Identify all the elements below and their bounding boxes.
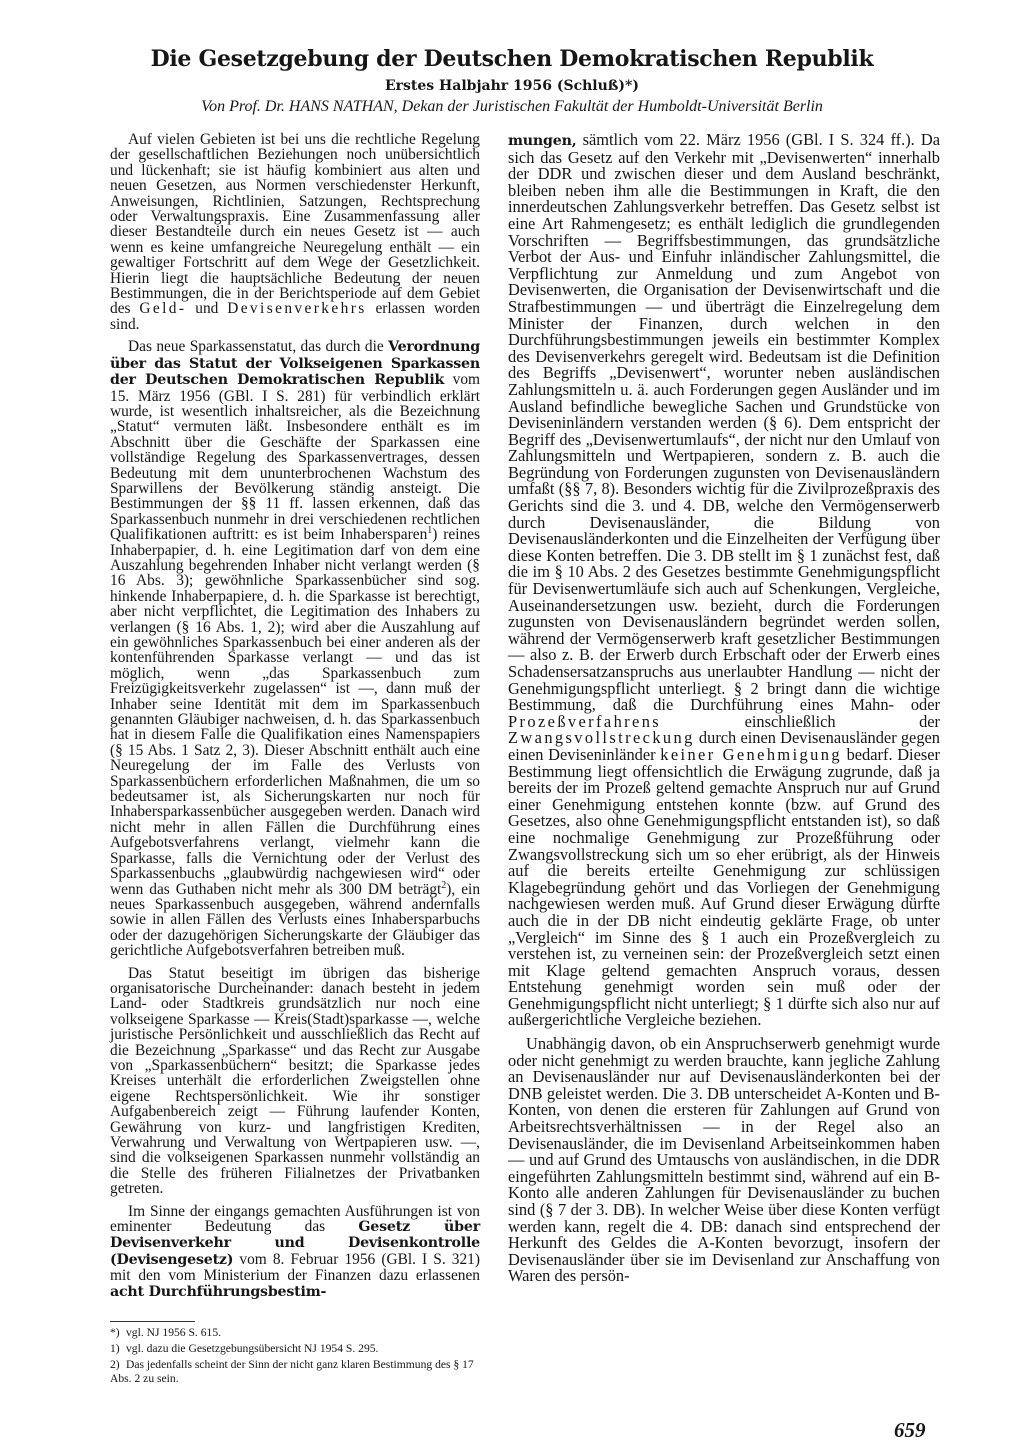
paragraph-text: sämtlich vom 22. März 1956 (GBl. I S. 324 ff.). Da sich das Gesetz auf den Verkehr mit „Devisenwerten“ innerhalb der DDR und zwischen dieser und dem Ausland beschränkt, bleiben neben ihm alle die Bestimmungen in Kraft, die den innerdeutschen Zahlungsverkehr betreffen. Das Gesetz selbst ist eine Art Rahmengesetz; es enthält lediglich die grundlegenden Vorschriften — Begriffsbestimmungen, das grundsätzliche Verbot der Aus- und Einfuhr inländischer Zahlungsmittel, die Verpflichtung zur Anmeldung und zum Angebot von Devisenwerten, die Organisation der Devisenwirtschaft und die Strafbestimmungen — und überträgt die Einzelregelung dem Minister der Finanzen, durch welchen in den Durchführungsbestimmungen jeweils ein bestimmter Komplex des Devisenverkehrs geregelt wird. Bedeutsam ist die Definition des Begriffs „Devisenwert“, worunter neben ausländischen Zahlungsmitteln u. ä. auch Forderungen gegen Ausländer und im Ausland befindliche bewegliche Sachen und Grundstücke von Deviseninländern verstanden werden (§ 6). Dem entspricht der Begriff des „Devisenwertumlaufs“, der nicht nur den Umlauf von Zahlungsmitteln und Wertpapieren, sondern z. B. auch die Begründung von Forderungen zugunsten von Devisenausländern umfaßt (§§ 7, 8). Besonders wichtig für die Zivilprozeßpraxis des Gerichts sind die 3. und 4. DB, welche den Vermögenserwerb durch Devisenausländer, die Bildung von Devisenausländerkonten und die Einzelheiten der Verfügung über diese Konten betreffen. Die 3. DB stellt im § 1 zunächst fest, daß die im § 10 Abs. 2 des Gesetzes bestimmte Genehmigungspflicht für Devisenwertumläufe sich auch auf Schenkungen, Vergleiche, Auseinandersetzungen usw. bezieht, durch die Forderungen zugunsten von Devisenausländern begründet werden sollen, während der Vermögenserwerb kraft gesetzlicher Bestimmungen — also z. B. der Erwerb durch Erbschaft oder der Erwerb eines Schadensersatzanspruchs aus unerlaubter Handlung — nicht der Genehmigungspflicht unterliegt. § 2 bringt dann die wichtige Bestimmung, daß die Durchführung eines Mahn- oder [508, 130, 940, 715]
footnote-text: vgl. NJ 1956 S. 615. [126, 1326, 222, 1339]
law-title: Verordnung über das Statut der Volkseigenen Sparkassen der Deutschen Demokratischen Republik [110, 339, 480, 389]
law-title: mungen, [508, 133, 577, 149]
page-number: 659 [894, 1418, 926, 1442]
right-column-body [508, 132, 940, 1285]
paragraph-text: und [186, 300, 228, 318]
page-title: Die Gesetzgebung der Deutschen Demokratischen Republik [150, 46, 874, 72]
paragraph-text: bedarf. Dieser Bestimmung liegt offensichtlich die Erwägung zugrunde, daß ja bereits der im Prozeß geltend gemachte Anspruch nur auf Grund einer Genehmigung entstehen konnte (bzw. auf Grund des Gesetzes, also ohne Genehmigungspflicht entstanden ist), so daß eine nochmalige Genehmigung zur Prozeßführung oder Zwangsvollstreckung sich um so eher erübrigt, als der Hinweis auf die bereits erteilte Genehmigung zur schlüssigen Klagebegründung gehört und das Vorliegen der Genehmigung nachgewiesen werden muß. Auf Grund dieser Erwägung dürfte auch die in der DB nicht eindeutig geklärte Frage, ob unter „Vergleich“ im Sinne des § 1 auch ein Prozeßvergleich zu verstehen ist, zu verneinen sein: der Prozeßvergleich setzt einen mit Klage geltend gemachten Anspruch voraus, dessen Entstehung genehmigt worden sein muß oder der Genehmigungspflicht nicht unterliegt; § 1 dürfte sich also nur auf außergerichtliche Vergleiche beziehen. [508, 744, 940, 1030]
footnote-text: Das jedenfalls scheint der Sinn der nicht ganz klaren Bestimmung des § 17 Abs. 2 zu sein. [110, 1358, 474, 1385]
left-column [110, 132, 480, 1317]
paragraph: Unabhängig davon, ob ein Anspruchserwerb genehmigt wurde oder nicht genehmigt zu werden brauchte, kann jegliche Zahlung an Devisenausländer nur auf Devisenausländerkonten bei der DNB geleistet werden. Die 3. DB unterscheidet A-Konten und B-Konten, von denen die ersteren für Zahlungen auf Grund von Arbeitsrechtsverhältnissen — in der Regel also an Devisenausländer, die im Devisenland Arbeitseinkommen haben — und auf Grund des Umtauschs von ausländischen, in die DDR eingeführten Zahlungsmitteln bestimmt sind, während auf ein B-Konto alle anderen Zahlungen für Devisenausländer zu buchen sind (§ 7 der 3. DB). In welcher Weise über diese Konten verfügt werden kann, regelt die 4. DB: danach sind entsprechend der Herkunft des Geldes die A-Konten bevorzugt, insofern der Devisenausländer über sie im Devisenland zur Anschaffung von Waren des persön- [508, 1034, 940, 1286]
paragraph-text: vom 15. März 1956 (GBl. I S. 281) für verbindlich erklärt wurde, ist wesentlich inhaltsreicher, als die Bezeichnung „Statut“ vermuten läßt. Insbesondere enthält es im Abschnitt über die Geschäfte der Sparkassen eine vollständige Regelung des Sparkassenvertrages, dessen Bedeutung mit dem ununterbrochenen Wachstum des Sparwillens der Bevölkerung ständig ansteigt. Die Bestimmungen der §§ 11 ff. lassen erkennen, daß das Sparkassenbuch nunmehr in drei verschiedenen rechtlichen Qualifikationen auftritt: es ist beim Inhabersparen [110, 371, 480, 544]
paragraph [508, 132, 940, 1029]
paragraph-text: einschließlich der [661, 711, 940, 731]
paragraph [110, 132, 480, 332]
footnote [110, 1358, 480, 1386]
paragraph-text: Im Sinne der eingangs gemachten Ausführungen ist von eminenter Bedeutung das [110, 1202, 480, 1236]
spaced-term: keiner Genehmigung [660, 744, 842, 764]
footnotes [110, 1326, 480, 1388]
footnote-text: vgl. dazu die Gesetzgebungsübersicht NJ 1954 S. 295. [126, 1342, 379, 1355]
footnote-divider [110, 1321, 195, 1322]
spaced-term: Devisenverkehrs [227, 300, 367, 318]
footnote [110, 1342, 480, 1356]
footnote-mark: 2) [110, 1358, 120, 1371]
paragraph-text: durch einen Devisenausländer gegen einen Deviseninländer [508, 728, 940, 764]
spaced-term: Prozeßverfahrens [508, 711, 662, 731]
paragraph-text: vom 8. Februar 1956 (GBl. I S. 321) mit den vom Ministerium der Finanzen dazu erlassenen [110, 1250, 480, 1285]
spaced-term: Geld- [139, 300, 187, 318]
page-subtitle: Erstes Halbjahr 1956 (Schluß)*) [384, 78, 639, 94]
law-title: Gesetz über Devisenverkehr und Devisenkontrolle (Devisengesetz) [110, 1219, 480, 1268]
paragraph-text: Auf vielen Gebieten ist bei uns die rechtliche Regelung der gesellschaftlichen Beziehungen noch unübersichtlich und lückenhaft; sie ist häufig kombiniert aus alten und neuen Gesetzen, aus Normen verschiedenster Herkunft, Anweisungen, Richtlinien, Satzungen, Rechtsprechung oder Verwaltungspraxis. Eine Zusammenfassung aller dieser Bestandteile durch ein neues Gesetz ist — auch wenn es keine umfangreiche Neuregelung enthält — ein gewaltiger Fortschritt auf dem Wege der Gesetzlichkeit. Hierin liegt die hauptsächliche Bedeutung der neuen Bestimmungen, die in der Berichtsperiode auf dem Gebiet des [110, 131, 480, 318]
footnote-mark: *) [110, 1326, 120, 1339]
paragraph-text: ) reines Inhaberpapier, d. h. eine Legitimation darf von dem eine Auszahlung begehrenden Inhaber nicht verlangt werden (§ 16 Abs. 3); gewöhnliche Sparkassenbücher sind sog. hinkende Inhaberpapiere, d. h. die Sparkasse ist berechtigt, aber nicht verpflichtet, die Legitimation des Inhabers zu verlangen (§ 16 Abs. 1, 2); wird aber die Auszahlung auf ein gewöhnliches Sparkassenbuch bei einer anderen als der kontenführenden Sparkasse verlangt — und das ist möglich, wenn „das Sparkassenbuch zum Freizügigkeitsverkehr zugelassen“ ist —, dann muß der Inhaber seine Identität mit dem im Sparkassenbuch genannten Gläubiger nachweisen, d. h. das Sparkassenbuch hat in diesem Falle die Qualifikation eines Namenspapiers (§ 15 Abs. 1 Satz 2, 3). Dieser Abschnitt enthält auch eine Neuregelung der im Falle des Verlusts von Sparkassenbüchern erforderlichen Maßnahmen, die um so bedeutsamer ist, als Sicherungskarten nur noch für Inhabersparkassenbücher ausgegeben werden. Danach wird nicht mehr in allen Fällen die Durchführung eines Aufgebotsverfahrens verlangt, vielmehr kann die Sparkasse, falls die Vernichtung oder der Verlust des Sparkassenbuchs „glaubwürdig nachgewiesen wird“ oder wenn das Guthaben nicht mehr als 300 DM beträgt [110, 526, 480, 898]
footnote [110, 1326, 480, 1340]
paragraph-text: ), ein neues Sparkassenbuch ausgegeben, während andernfalls sowie in allen Fällen des Verlusts eines Inhabersparbuchs oder der dazugehörigen Sicherungskarte der Gläubiger das gerichtliche Aufgebotsverfahren betreiben muß. [110, 880, 481, 960]
paragraph-text: erlassen worden sind. [110, 300, 481, 333]
left-column-body [110, 132, 480, 1300]
paragraph-text: Das neue Sparkassenstatut, das durch die [128, 338, 389, 356]
footnote-mark: 1) [110, 1342, 120, 1355]
law-title: acht Durchführungsbestim- [110, 1283, 327, 1300]
author-byline: Von Prof. Dr. HANS NATHAN, Dekan der Juristischen Fakultät der Humboldt-Universität Berlin [201, 98, 823, 115]
footnote-ref[interactable]: 1 [427, 525, 433, 537]
right-column [508, 132, 940, 1422]
footnote-ref[interactable]: 2 [441, 879, 447, 891]
paragraph [110, 339, 480, 958]
paragraph: Das Statut beseitigt im übrigen das bisherige organisatorische Durcheinander: danach besteht in jedem Land- oder Stadtkreis grundsätzlich nur noch eine volkseigene Sparkasse — Kreis(Stadt)sparkasse —, welche juristische Persönlichkeit und ausschließlich das Recht auf die Bezeichnung „Sparkasse“ und das Recht zur Ausgabe von „Sparkassenbüchern“ besitzt; die Sparkasse jedes Kreises unterhält die erforderlichen Zweigstellen ohne eigene Rechtspersönlichkeit. Wie ihr sonstiger Aufgabenbereich zeigt — Führung laufender Konten, Gewährung von kurz- und langfristigen Krediten, Verwahrung und Verwaltung von Wertpapieren usw. —, sind die volkseigenen Sparkassen nunmehr vollständig an die Stelle des früheren Filialnetzes der Privatbanken getreten. [110, 964, 480, 1198]
spaced-term: Zwangsvollstreckung [508, 728, 695, 748]
paragraph [110, 1204, 480, 1300]
